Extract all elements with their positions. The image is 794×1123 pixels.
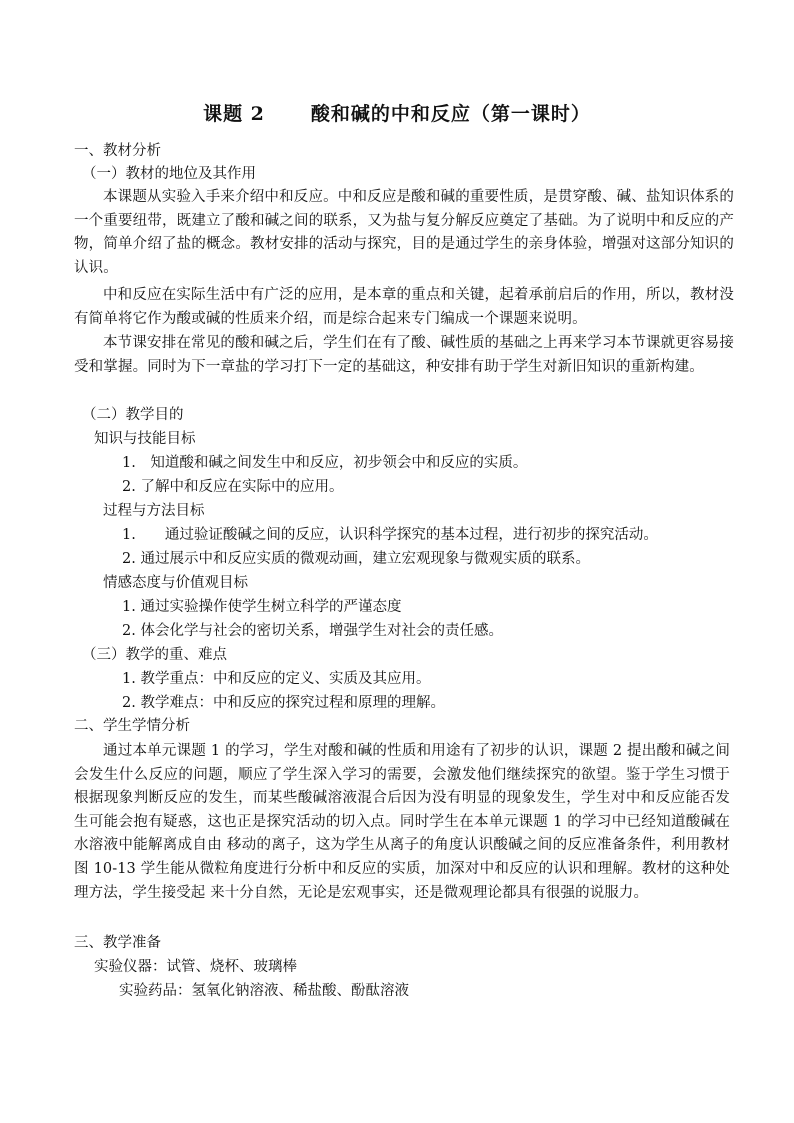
paragraph-student-analysis: 通过本单元课题 1 的学习，学生对酸和碱的性质和用途有了初步的认识，课题 2 提出酸和碱之间会发生什么反应的问题，顺应了学生深入学习的需要，会激发他们继续探究的欲望。鉴于学生习惯于根据现象判断反应的发生，而某些酸碱溶液混合后因为没有明显的现象发生，学生对中和反应能否发生可能会抱有疑惑，这也正是探究活动的切入点。同时学生在本单元课题 1 的学习中已经知道酸碱在水溶液中能解离成自由 移动的离子，这为学生从离子的角度认识酸碱之间的反应准备条件，利用教材图 10-13 学生能从微粒角度进行分析中和反应的实质，加深对中和反应的认识和理解。教材的这种处理方法，学生接受起 来十分自然，无论是宏观事实，还是微观理论都具有很强的说服力。 [74, 743, 730, 901]
preparation-reagents: 实验药品：氢氧化钠溶液、稀盐酸、酚酞溶液 [119, 983, 409, 999]
subsection-heading-status: （一）教材的地位及其作用 [82, 166, 256, 182]
key-point-item-1: 1. 教学重点：中和反应的定义、实质及其应用。 [122, 671, 431, 687]
goal-heading-attitude: 情感态度与价值观目标 [103, 575, 248, 591]
goal-knowledge-item-1: 1. 知道酸和碱之间发生中和反应，初步领会中和反应的实质。 [122, 455, 528, 471]
goal-heading-knowledge: 知识与技能目标 [94, 431, 196, 447]
section-heading-preparation: 三、教学准备 [74, 935, 161, 951]
paragraph-status-3: 本节课安排在常见的酸和碱之后，学生们在有了酸、碱性质的基础之上再来学习本节课就更容易接受和掌握。同时为下一章盐的学习打下一定的基础这，种安排有助于学生对新旧知识的重新构建。 [74, 335, 734, 375]
subsection-heading-key-points: （三）教学的重、难点 [82, 647, 227, 663]
goal-process-item-1: 1. 通过验证酸碱之间的反应，认识科学探究的基本过程，进行初步的探究活动。 [122, 527, 658, 543]
goal-attitude-item-1: 1. 通过实验操作使学生树立科学的严谨态度 [122, 599, 402, 615]
lesson-title: 酸和碱的中和反应（第一课时） [310, 103, 591, 125]
subsection-heading-objectives: （二）教学目的 [82, 407, 184, 423]
preparation-instruments: 实验仪器：试管、烧杯、玻璃棒 [94, 959, 297, 975]
goal-attitude-item-2: 2. 体会化学与社会的密切关系，增强学生对社会的责任感。 [122, 623, 503, 639]
section-heading-textbook-analysis: 一、教材分析 [74, 143, 161, 159]
goal-process-item-2: 2. 通过展示中和反应实质的微观动画，建立宏观现象与微观实质的联系。 [122, 551, 590, 567]
section-heading-student-analysis: 二、学生学情分析 [74, 718, 190, 734]
paragraph-status-2: 中和反应在实际生活中有广泛的应用，是本章的重点和关键，起着承前启后的作用，所以，教材没有简单将它作为酸或碱的性质来介绍，而是综合起来专门编成一个课题来说明。 [74, 287, 734, 327]
paragraph-status-1: 本课题从实验入手来介绍中和反应。中和反应是酸和碱的重要性质，是贯穿酸、碱、盐知识体系的一个重要纽带，既建立了酸和碱之间的联系，又为盐与复分解反应奠定了基础。为了说明中和反应的产物，简单介绍了盐的概念。教材安排的活动与探究，目的是通过学生的亲身体验，增强对这部分知识的认识。 [74, 189, 734, 276]
page-title [0, 99, 794, 126]
key-point-item-2: 2. 教学难点：中和反应的探究过程和原理的理解。 [122, 695, 445, 711]
goal-knowledge-item-2: 2. 了解中和反应在实际中的应用。 [122, 479, 344, 495]
goal-heading-process: 过程与方法目标 [103, 503, 205, 519]
lesson-number: 课题 2 [203, 103, 265, 125]
